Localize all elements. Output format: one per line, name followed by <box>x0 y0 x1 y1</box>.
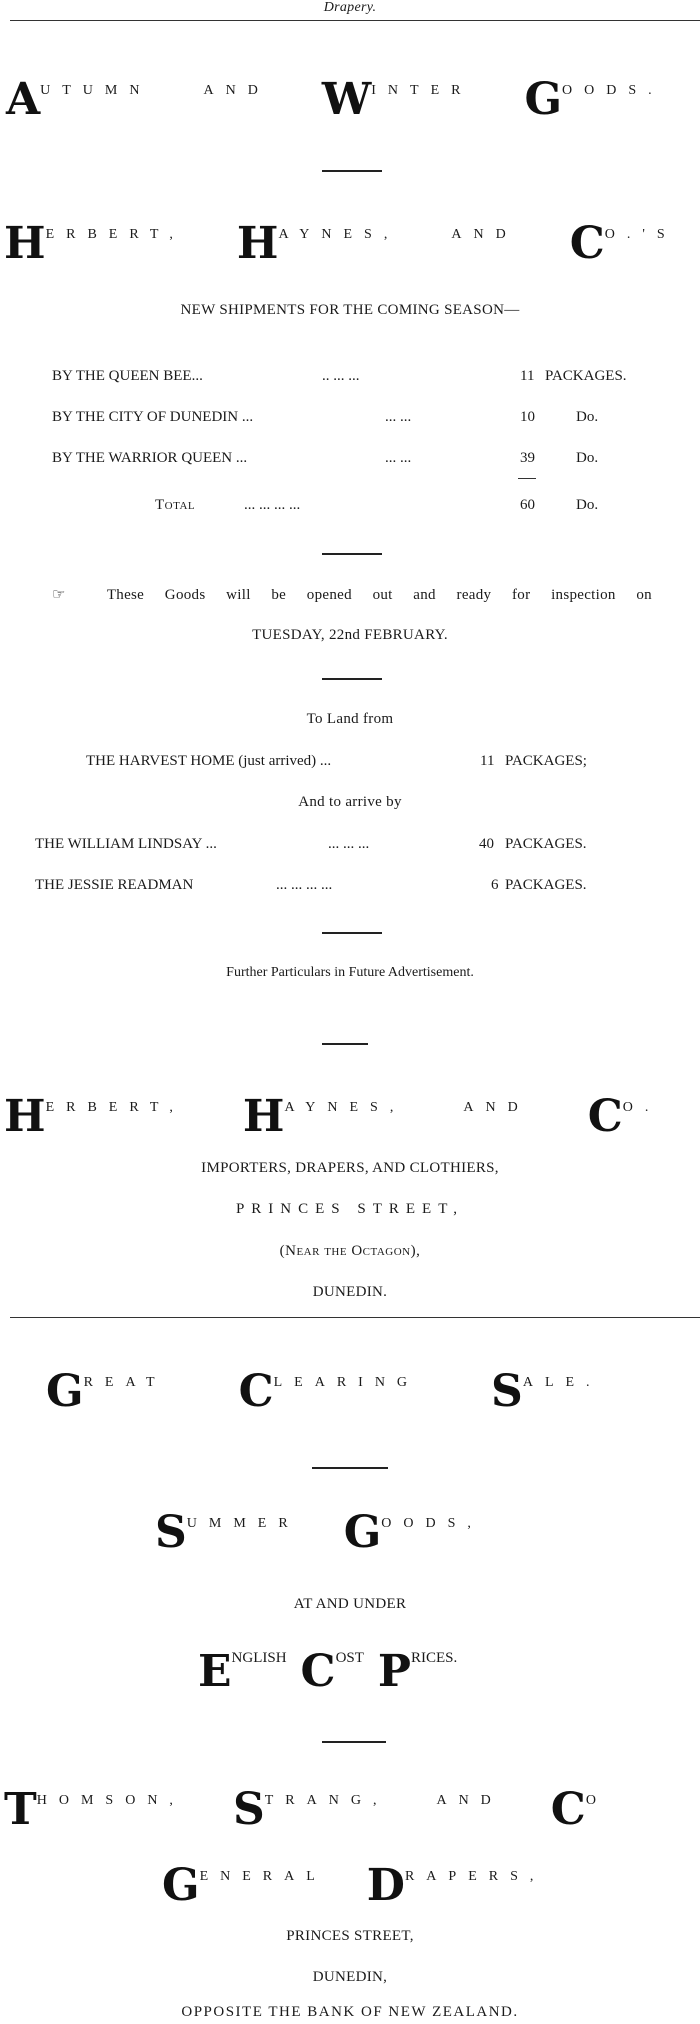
package-unit: PACKAGES. <box>505 836 587 852</box>
package-unit: PACKAGES. <box>545 368 627 384</box>
firm-city: DUNEDIN. <box>312 1284 388 1300</box>
shipments-heading: NEW SHIPMENTS FOR THE COMING SEASON— <box>180 302 520 318</box>
notice-date: TUESDAY, 22nd FEBRUARY. <box>252 627 448 643</box>
arrive-label: And to arrive by <box>298 794 402 810</box>
firm-city: DUNEDIN, <box>312 1969 388 1985</box>
general-drapers-heading <box>162 1860 546 1911</box>
heading-word: GENERAL <box>162 1860 327 1911</box>
ship-name: THE HARVEST HOME (just arrived) ... <box>86 753 332 769</box>
firm-word: STRANG, <box>232 1784 389 1835</box>
package-count: 10 <box>520 409 535 425</box>
summer-goods-heading <box>155 1507 483 1558</box>
section-rule <box>10 1317 700 1318</box>
firm-word: AND <box>436 1793 503 1808</box>
ad1-headline <box>6 74 664 125</box>
ship-name: THE WILLIAM LINDSAY ... <box>35 836 217 852</box>
firm-word: THOMSON, <box>4 1784 185 1835</box>
package-count: 39 <box>520 450 535 466</box>
leader-dots: ... ... ... <box>328 836 370 852</box>
heading-word: SUMMER <box>155 1507 300 1558</box>
leader-dots: ... ... <box>385 450 412 466</box>
leader-dots: ... ... ... ... <box>276 877 333 893</box>
divider <box>322 1043 368 1045</box>
firm-location: OPPOSITE THE BANK OF NEW ZEALAND. <box>181 2004 519 2020</box>
headline-word: WINTER <box>321 74 473 125</box>
to-land-label: To Land from <box>306 711 394 727</box>
ad2-firm-name <box>4 1091 661 1142</box>
arriving-row <box>0 877 700 899</box>
ship-name: BY THE WARRIOR QUEEN ... <box>52 450 248 466</box>
firm-street: PRINCES STREET, <box>286 1928 414 1944</box>
package-unit: PACKAGES; <box>505 753 587 769</box>
firm-word: CO. <box>587 1091 661 1142</box>
package-count: 6 <box>491 877 499 893</box>
package-count: 11 <box>520 368 535 384</box>
heading-word: PRICES. <box>377 1646 458 1697</box>
shipment-row <box>0 409 700 431</box>
firm-word: CO.'S <box>569 218 677 269</box>
divider <box>322 678 382 680</box>
headline-word: GOODS. <box>524 74 664 125</box>
package-count: 60 <box>520 497 535 513</box>
divider <box>322 553 382 555</box>
firm-word: AND <box>463 1100 530 1115</box>
sum-rule <box>518 478 536 479</box>
shipment-row <box>0 450 700 472</box>
ship-name: THE JESSIE READMAN <box>35 877 194 893</box>
ship-name: BY THE CITY OF DUNEDIN ... <box>52 409 254 425</box>
heading-word: COST <box>300 1646 364 1697</box>
total-row <box>0 497 700 519</box>
ad3-firm-name <box>4 1784 608 1835</box>
firm-word: CO <box>550 1784 608 1835</box>
at-and-under: AT AND UNDER <box>293 1596 407 1612</box>
firm-street: PRINCES STREET, <box>235 1201 465 1217</box>
package-unit: Do. <box>576 409 599 425</box>
heading-word: DRAPERS, <box>366 1860 546 1911</box>
further-particulars: Further Particulars in Future Advertisement. <box>226 965 474 980</box>
divider <box>312 1467 388 1469</box>
firm-word: HERBERT, <box>4 1091 185 1142</box>
divider <box>322 1741 386 1743</box>
ad1-firm-name <box>4 218 677 269</box>
package-count: 11 <box>480 753 495 769</box>
leader-dots: ... ... ... ... <box>244 497 301 513</box>
inspection-notice: ☞ These Goods will be opened out and ready for inspection on <box>52 587 652 603</box>
package-unit: Do. <box>576 497 599 513</box>
arriving-row <box>0 836 700 858</box>
ad3-headline <box>46 1366 602 1417</box>
header-rule <box>10 20 700 21</box>
heading-word: GOODS, <box>343 1507 483 1558</box>
headline-word: AUTUMN <box>6 74 152 125</box>
package-unit: Do. <box>576 450 599 466</box>
firm-word: HERBERT, <box>4 218 185 269</box>
ship-name: BY THE QUEEN BEE... <box>52 368 203 384</box>
leader-dots: ... ... <box>385 409 412 425</box>
firm-word: HAYNES, <box>242 1091 406 1142</box>
firm-trades: IMPORTERS, DRAPERS, AND CLOTHIERS, <box>201 1160 499 1176</box>
english-cost-prices <box>198 1646 458 1697</box>
package-count: 40 <box>479 836 494 852</box>
headline-word: AND <box>203 83 270 98</box>
section-header: Drapery. <box>323 0 377 15</box>
harvest-row <box>0 753 700 775</box>
headline-word: GREAT <box>46 1366 167 1417</box>
headline-word: CLEARING <box>238 1366 420 1417</box>
total-label: Total <box>155 497 196 513</box>
firm-word: HAYNES, <box>236 218 400 269</box>
package-unit: PACKAGES. <box>505 877 587 893</box>
headline-word: SALE. <box>491 1366 602 1417</box>
leader-dots: .. ... ... <box>322 368 360 384</box>
divider <box>322 932 382 934</box>
pointing-hand-icon: ☞ <box>52 587 66 603</box>
divider <box>322 170 382 172</box>
heading-word: ENGLISH <box>198 1646 287 1697</box>
shipment-row <box>0 368 700 390</box>
firm-landmark: (Near the Octagon), <box>279 1243 421 1259</box>
firm-word: AND <box>451 227 518 242</box>
